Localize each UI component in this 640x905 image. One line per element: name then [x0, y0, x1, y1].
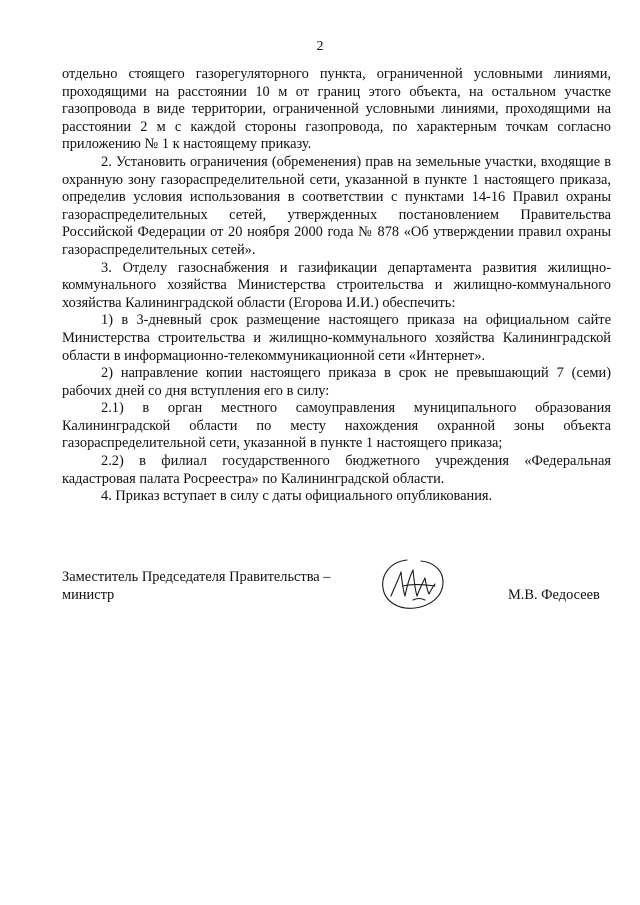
handwritten-signature: [377, 556, 449, 612]
paragraph-3-item-2-2: 2.2) в филиал государственного бюджетного учреждения «Федеральная кадастровая палата Росреестра» по Калининградской области.: [62, 453, 611, 487]
paragraph-3-item-1: 1) в 3-дневный срок размещение настоящего приказа на официальном сайте Министерства строительства и жилищно-коммунального хозяйства Калининградской области в информационно-телекоммуникационной сети «Интернет».: [62, 312, 611, 364]
paragraph-3-item-2: 2) направление копии настоящего приказа в срок не превышающий 7 (семи) рабочих дней со дня вступления его в силу:: [62, 365, 611, 399]
signatory-name: М.В. Федосеев: [508, 587, 600, 603]
paragraph-3-item-2-1: 2.1) в орган местного самоуправления муниципального образования Калининградской области по месту нахождения охранной зоны объекта газораспределительной сети, указанной в пункте 1 настоящего приказа;: [62, 400, 611, 452]
paragraph-2-restrictions: 2. Установить ограничения (обременения) прав на земельные участки, входящие в охранную зону газораспределительной сети, указанной в пункте 1 настоящего приказа, определив условия использования в соответствии с пунктами 14-16 Правил охраны газораспределительных сетей, утвержденных постановлением Правительства Российской Федерации от 20 ноября 2000 года № 878 «Об утверждении правил охраны газораспределительных сетей».: [62, 153, 611, 258]
page-number: 2: [316, 39, 324, 54]
paragraph-3-department-duties: 3. Отделу газоснабжения и газификации департамента развития жилищно-коммунального хозяйства Министерства строительства и жилищно-коммунального хозяйства Калининградской области (Егорова И.И.) обеспечить:: [62, 259, 611, 311]
signatory-title-line-2: министр: [62, 586, 115, 603]
paragraph-1-continuation: отдельно стоящего газорегуляторного пункта, ограниченной условными линиями, проходящими на расстоянии 10 м от границ этого объекта, на остальном участке газопровода в виде территории, ограниченной условными линиями, проходящими на расстоянии 2 м с каждой стороны газопровода, по характерным точкам согласно приложению № 1 к настоящему приказу.: [62, 66, 611, 153]
document-body: [62, 66, 611, 506]
paragraph-4-effective-date: 4. Приказ вступает в силу с даты официального опубликования.: [101, 488, 493, 505]
signatory-title: [62, 569, 330, 604]
signatory-title-line-1: Заместитель Председателя Правительства –: [62, 569, 331, 585]
